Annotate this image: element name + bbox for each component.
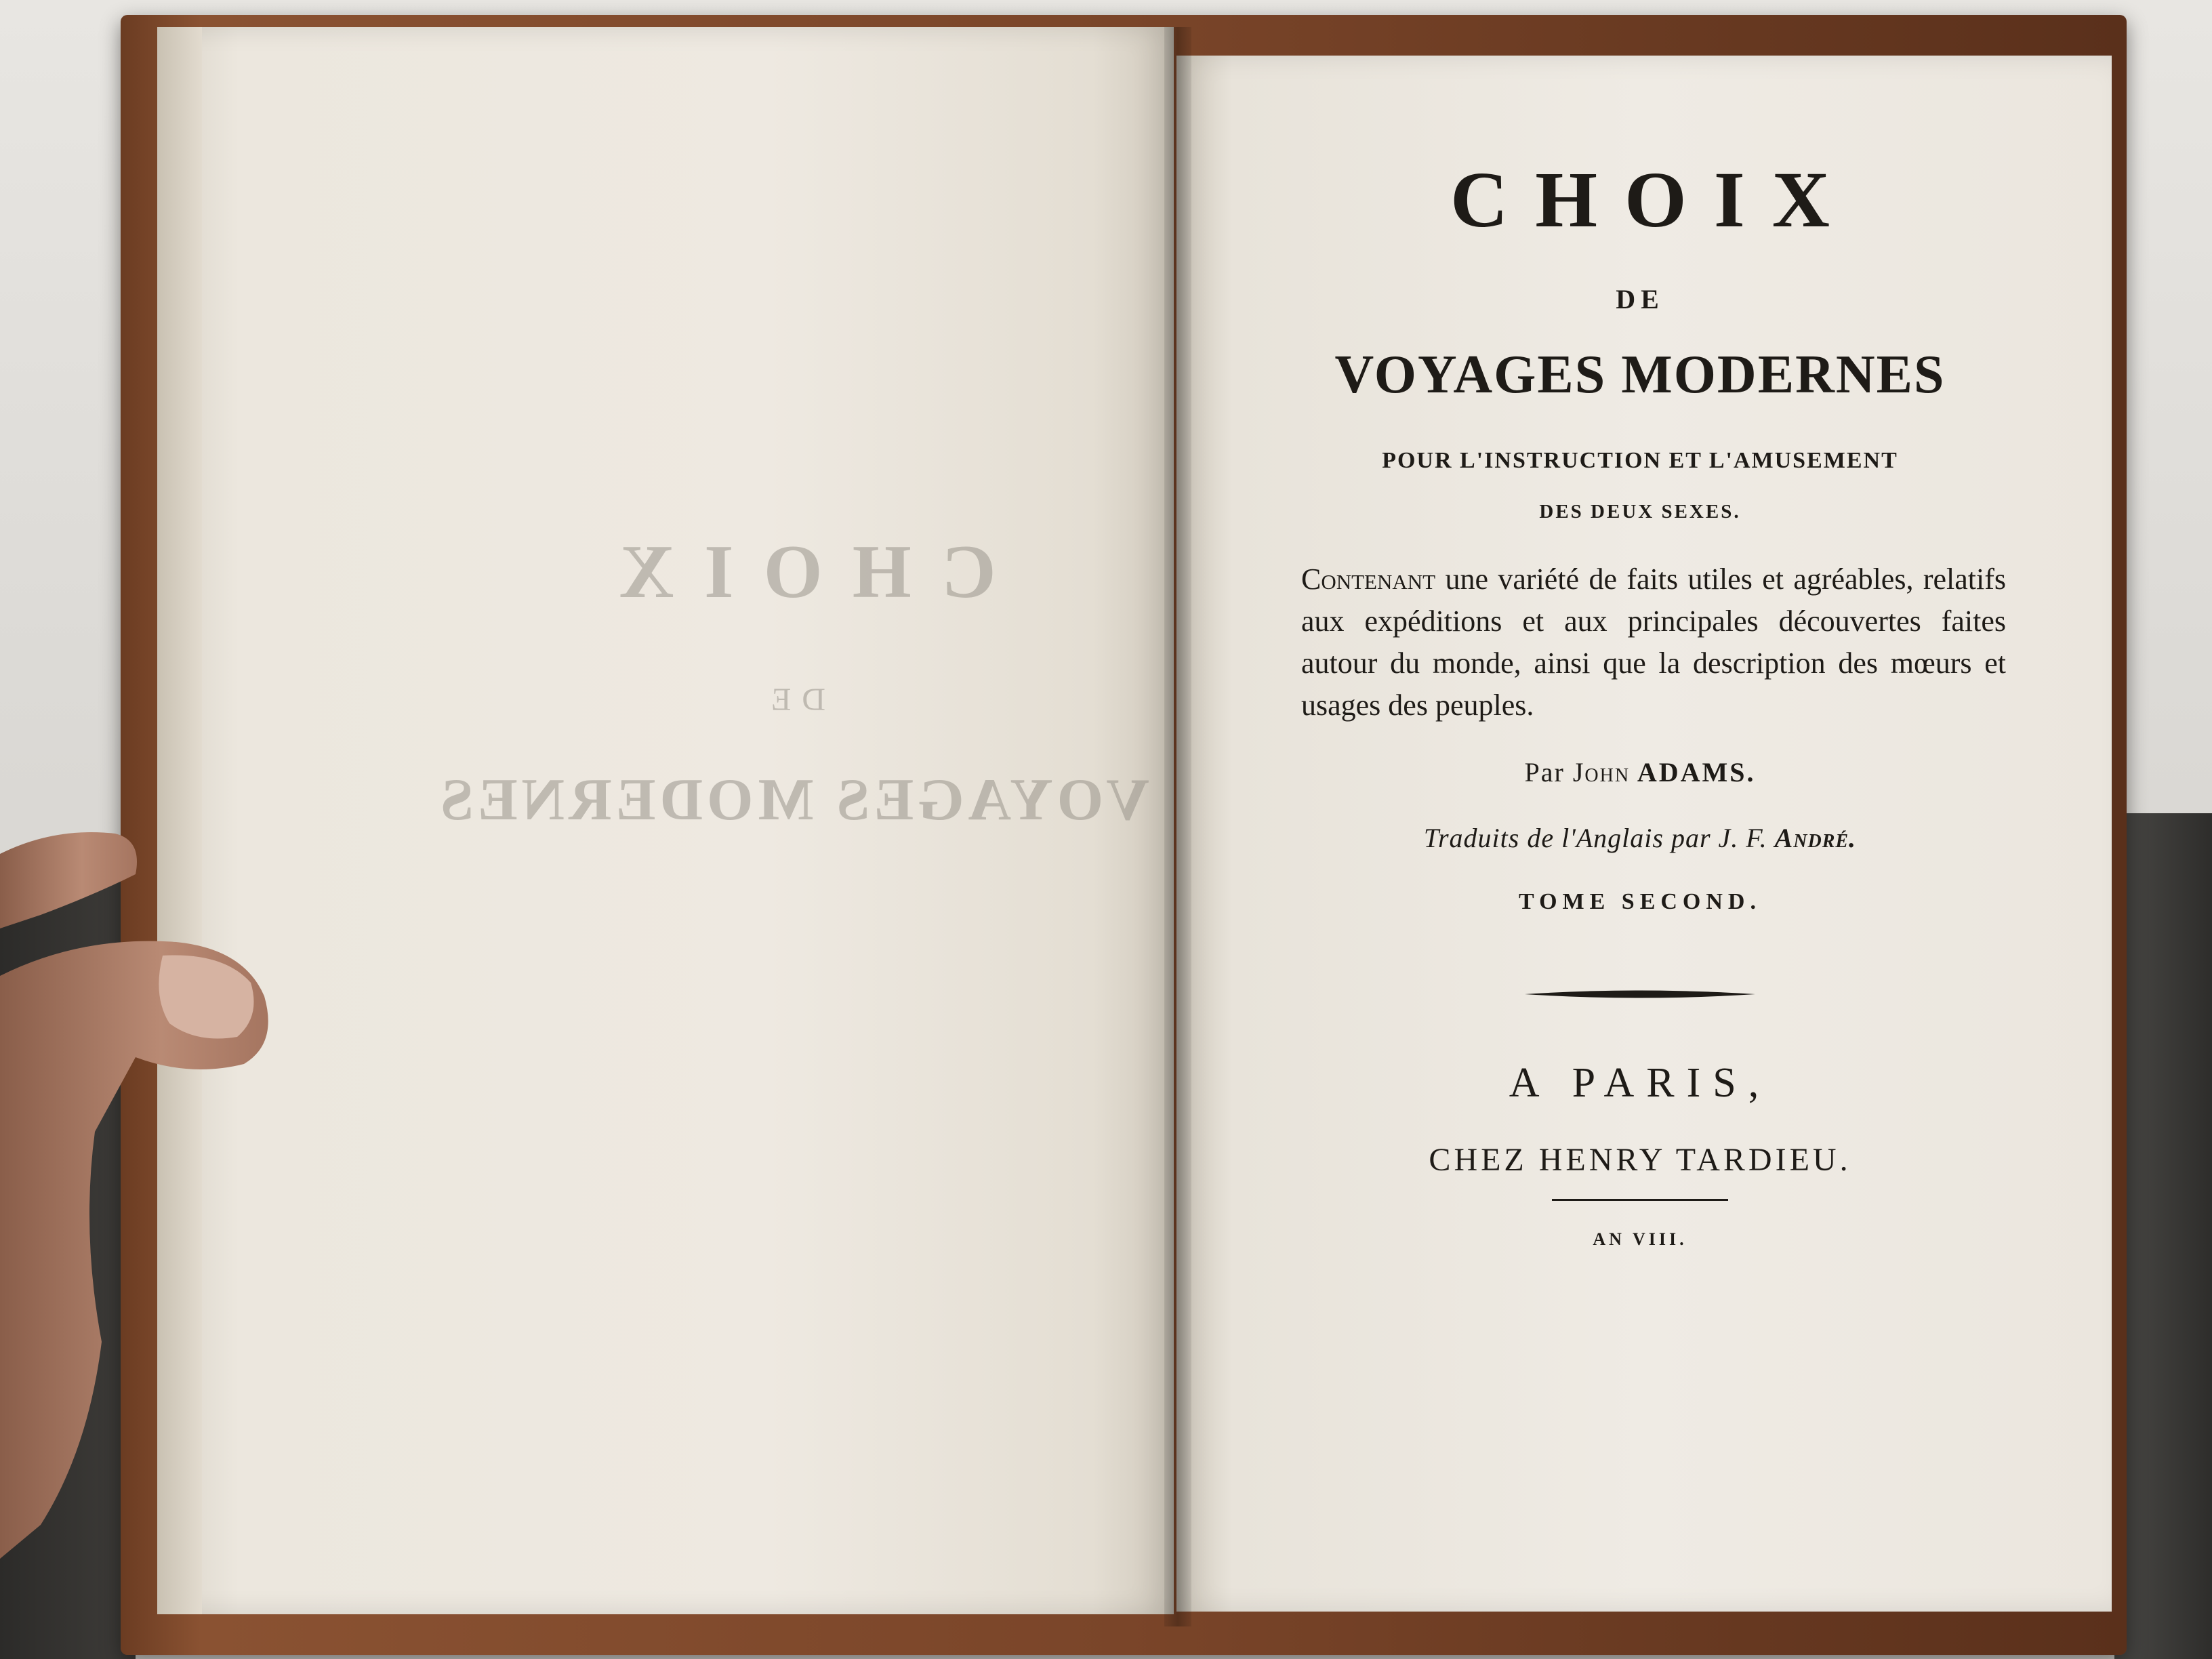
- translator-text: Traduits de l'Anglais par J. F.: [1423, 822, 1775, 853]
- bleed-line-choix: CHOIX: [590, 530, 996, 614]
- contents-description: [1301, 558, 2006, 726]
- imprint-city: A PARIS,: [1509, 1059, 1771, 1106]
- audience-line: DES DEUX SEXES.: [1539, 500, 1741, 523]
- title-page-text: [1261, 136, 2020, 1250]
- volume-line: TOME SECOND.: [1519, 888, 1761, 914]
- author-first-name: John: [1572, 756, 1631, 787]
- contents-body: une variété de faits utiles et agréables, relatifs aux expéditions et aux principales découvertes faites autour du monde, ainsi que la description des mœurs et usages des peuples.: [1301, 562, 2006, 722]
- contents-lead: Contenant: [1301, 562, 1436, 596]
- subtitle: VOYAGES MODERNES: [1334, 344, 1946, 405]
- bleed-through-text: [407, 501, 1179, 881]
- book-gutter: [1164, 27, 1191, 1626]
- swelled-rule-ornament: [1525, 989, 1755, 999]
- bleed-line-voyages: VOYAGES MODERNES: [436, 767, 1149, 833]
- translator-name: André.: [1774, 822, 1857, 853]
- table-surface-right: [2114, 813, 2212, 1659]
- thin-rule: [1552, 1199, 1728, 1201]
- author-line: [1261, 756, 2020, 788]
- imprint-year: AN VIII.: [1593, 1229, 1687, 1249]
- translator-line: [1261, 822, 2020, 854]
- imprint-publisher: CHEZ HENRY TARDIEU.: [1429, 1141, 1851, 1178]
- author-last-name: ADAMS.: [1630, 756, 1756, 787]
- bleed-line-de: DE: [760, 682, 825, 718]
- main-title: CHOIX: [1450, 155, 1857, 244]
- author-prefix: Par: [1524, 756, 1573, 787]
- title-de: DE: [1616, 283, 1664, 314]
- hand-holding-book: [0, 813, 285, 1659]
- purpose-line: POUR L'INSTRUCTION ET L'AMUSEMENT: [1382, 447, 1898, 473]
